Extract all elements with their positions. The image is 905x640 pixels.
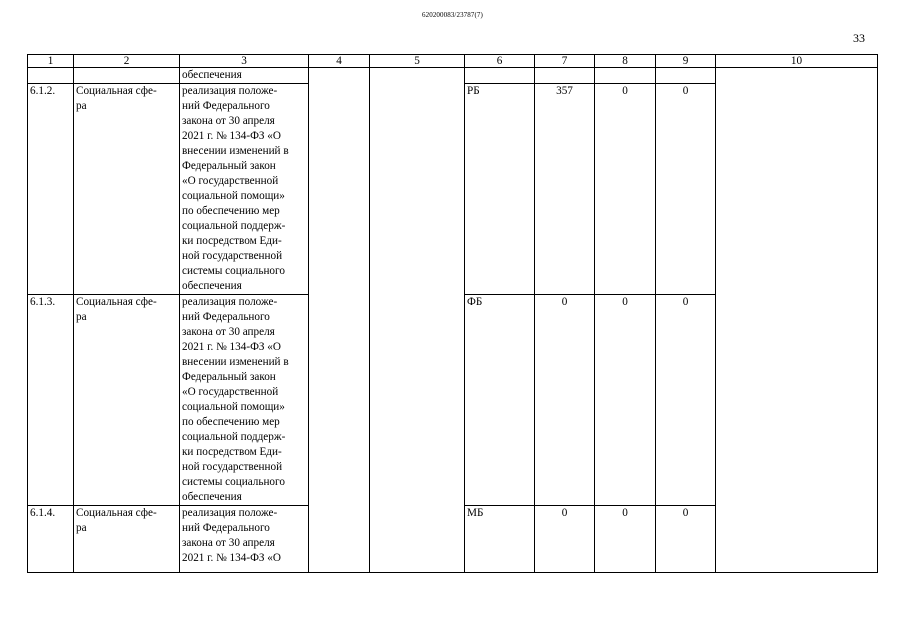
value-col9: 0 bbox=[656, 295, 716, 506]
value-col7: 0 bbox=[535, 295, 595, 506]
column-header-8: 8 bbox=[595, 55, 656, 68]
description-cell: реализация положе- ний Федерального закона от 30 апреля 2021 г. № 134-ФЗ «О bbox=[180, 506, 309, 573]
value-col9: 0 bbox=[656, 84, 716, 295]
column-5-cell bbox=[370, 68, 465, 573]
value-col8: 0 bbox=[595, 506, 656, 573]
document-id: 620200083/23787(7) bbox=[422, 11, 483, 19]
value-col7: 0 bbox=[535, 506, 595, 573]
sphere-cell: Социальная сфе- ра bbox=[74, 84, 180, 295]
column-number-row bbox=[28, 55, 878, 68]
column-header-2: 2 bbox=[74, 55, 180, 68]
funding-source-cell: МБ bbox=[465, 506, 535, 573]
row-number: 6.1.3. bbox=[28, 295, 74, 506]
column-header-4: 4 bbox=[309, 55, 370, 68]
page-number: 33 bbox=[853, 31, 865, 45]
funding-source-cell: РБ bbox=[465, 84, 535, 295]
funding-source-cell: ФБ bbox=[465, 295, 535, 506]
value-col7: 357 bbox=[535, 84, 595, 295]
value-col8: 0 bbox=[595, 84, 656, 295]
column-header-6: 6 bbox=[465, 55, 535, 68]
data-table bbox=[27, 54, 878, 573]
column-header-10: 10 bbox=[716, 55, 878, 68]
column-4-cell bbox=[309, 68, 370, 573]
row-number: 6.1.4. bbox=[28, 506, 74, 573]
column-header-9: 9 bbox=[656, 55, 716, 68]
description-cell: реализация положе- ний Федерального закона от 30 апреля 2021 г. № 134-ФЗ «О внесении изменений в Федеральный закон «О государственной социальной помощи» по обеспечению мер социальной поддерж- ки посредством Еди- ной государственной системы социального обеспечения bbox=[180, 295, 309, 506]
sphere-cell: Социальная сфе- ра bbox=[74, 506, 180, 573]
description-cell: реализация положе- ний Федерального закона от 30 апреля 2021 г. № 134-ФЗ «О внесении изменений в Федеральный закон «О государственной социальной помощи» по обеспечению мер социальной поддерж- ки посредством Еди- ной государственной системы социального обеспечения bbox=[180, 84, 309, 295]
value-col9: 0 bbox=[656, 506, 716, 573]
column-header-3: 3 bbox=[180, 55, 309, 68]
column-10-cell bbox=[716, 68, 878, 573]
row-number: 6.1.2. bbox=[28, 84, 74, 295]
column-header-7: 7 bbox=[535, 55, 595, 68]
continuation-row bbox=[28, 68, 878, 84]
column-header-1: 1 bbox=[28, 55, 74, 68]
column-header-5: 5 bbox=[370, 55, 465, 68]
value-col8: 0 bbox=[595, 295, 656, 506]
continuation-text: обеспечения bbox=[180, 68, 309, 84]
sphere-cell: Социальная сфе- ра bbox=[74, 295, 180, 506]
